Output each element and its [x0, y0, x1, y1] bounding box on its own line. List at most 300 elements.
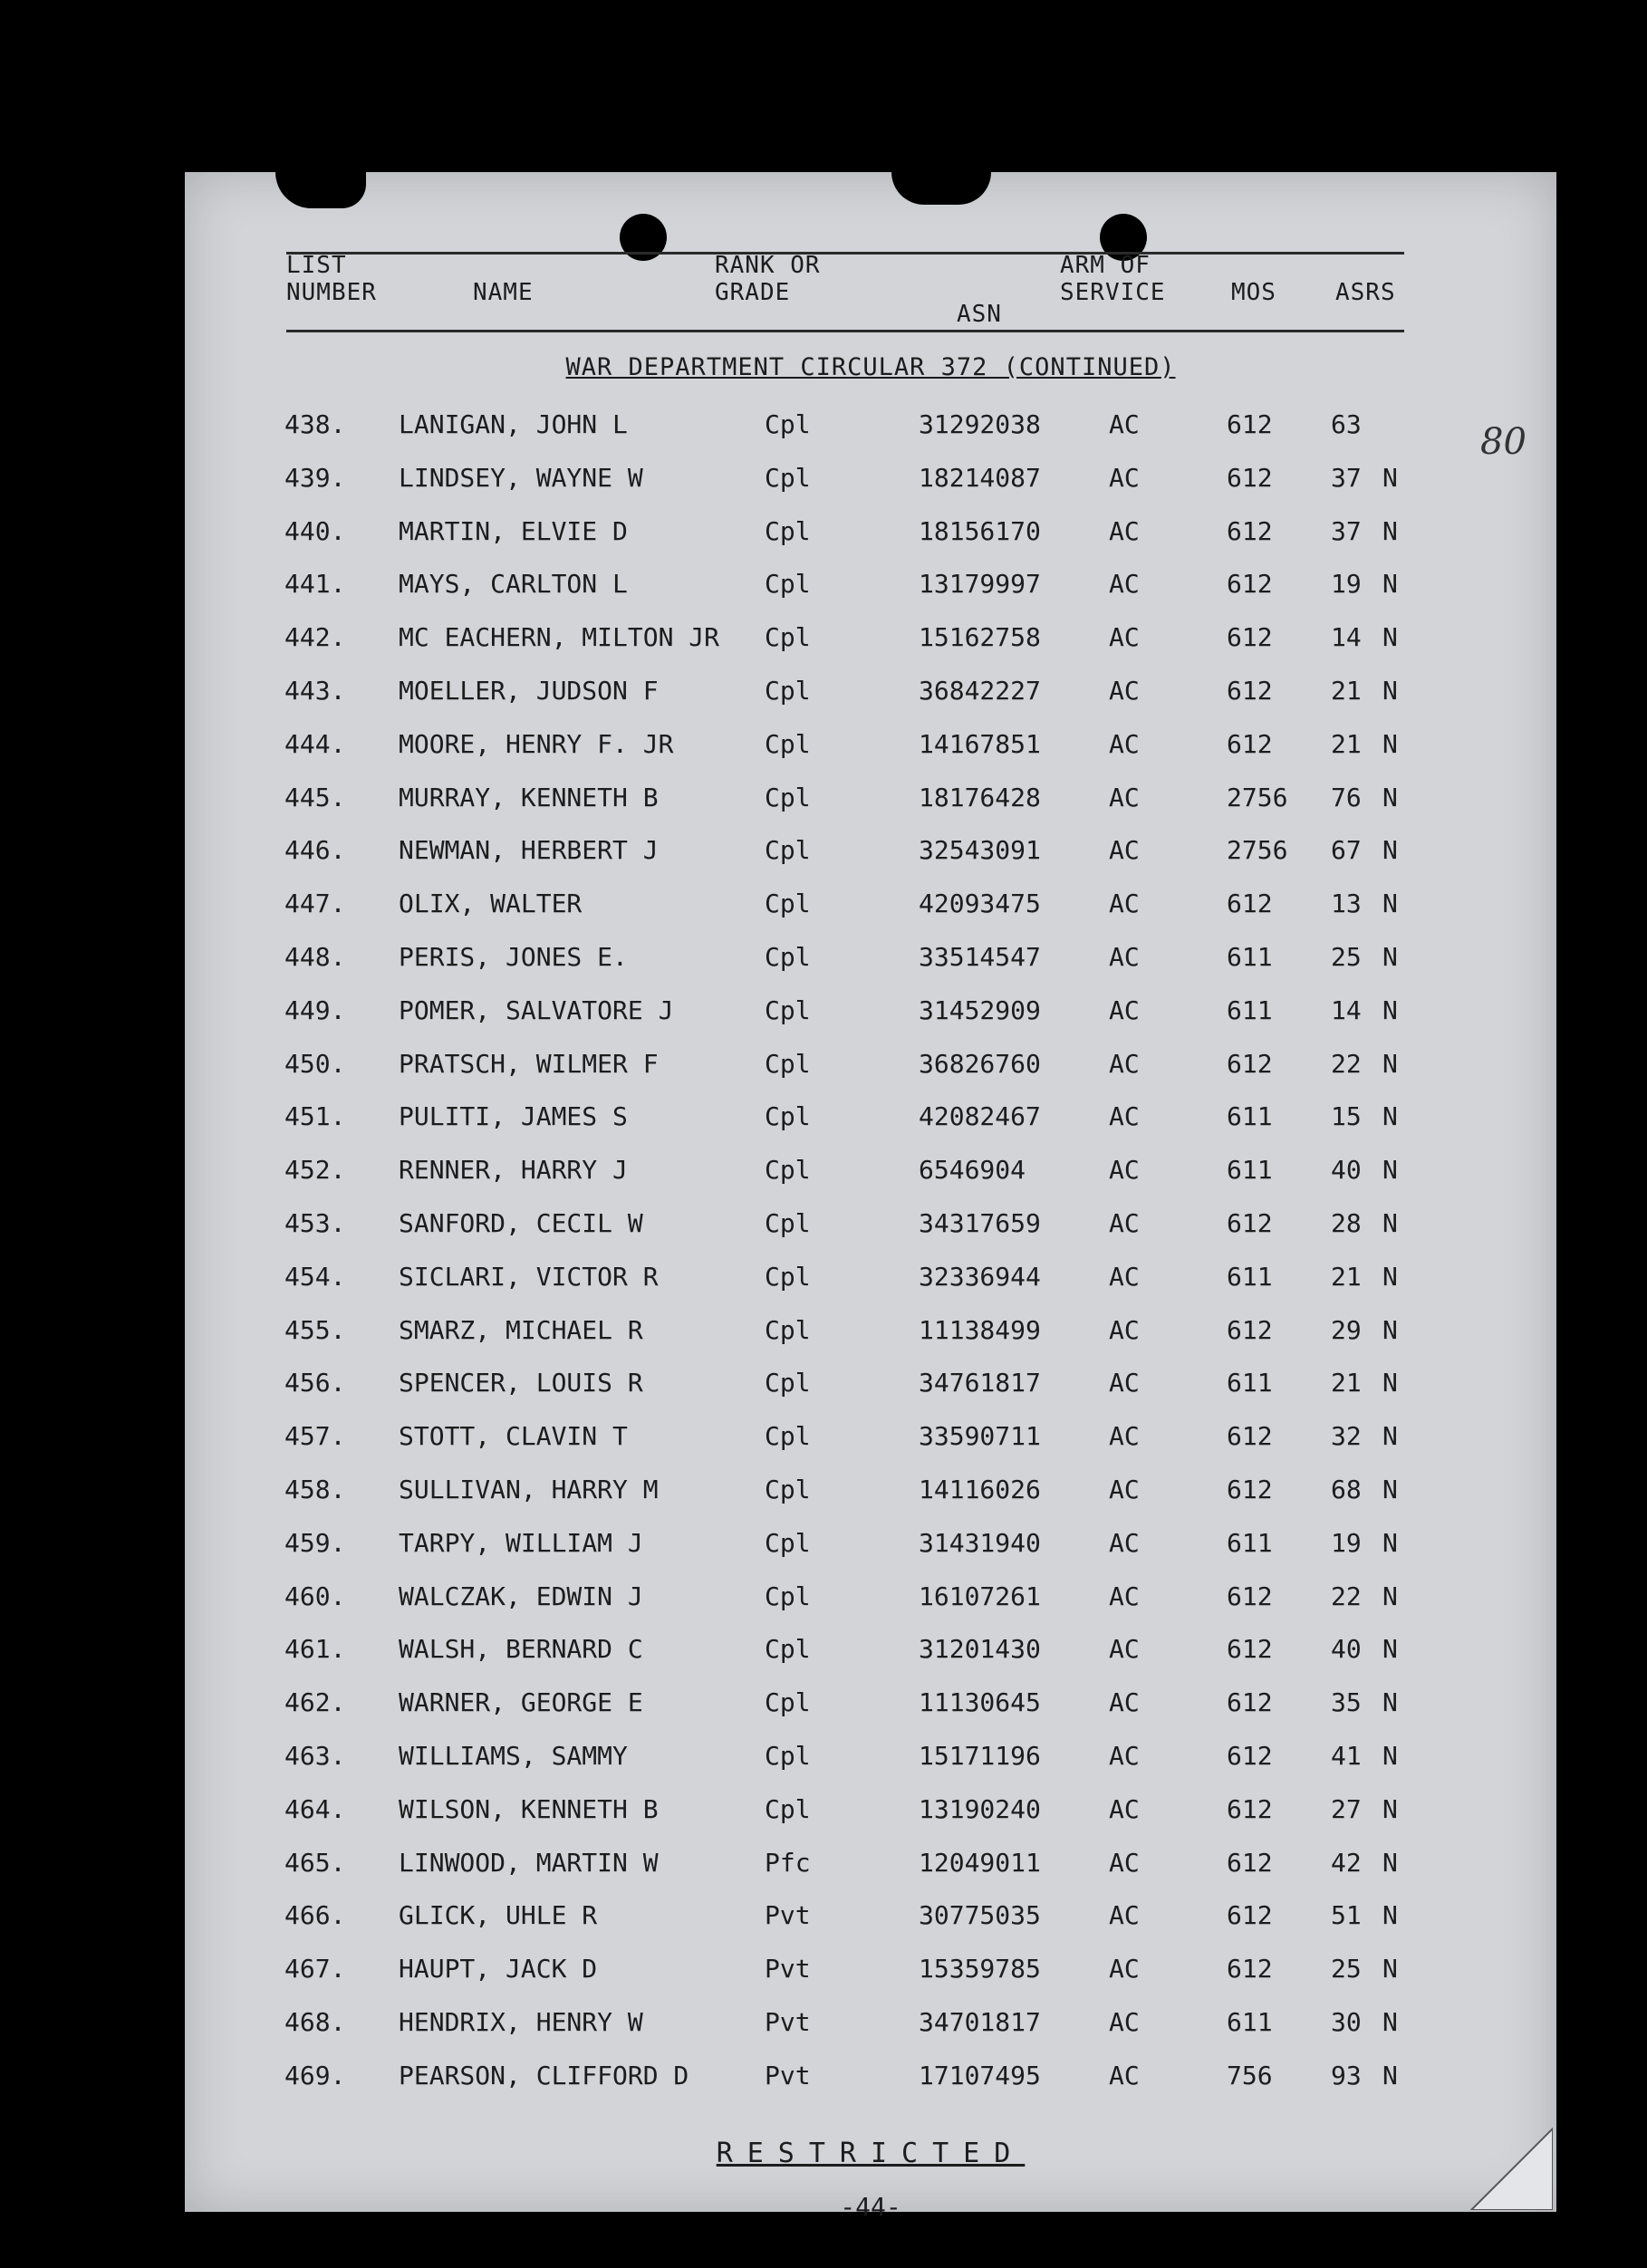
cell-grade: Cpl	[765, 1048, 811, 1079]
cell-asrs: 42	[1331, 1847, 1362, 1878]
cell-grade: Pvt	[765, 2060, 811, 2090]
cell-arm: AC	[1109, 1155, 1140, 1186]
cell-name: OLIX, WALTER	[399, 889, 583, 919]
cell-arm: AC	[1109, 889, 1140, 919]
cell-asn: 33590711	[919, 1421, 1041, 1452]
cell-arm: AC	[1109, 1954, 1140, 1985]
table-row	[185, 1954, 1556, 1990]
cell-num: 463.	[284, 1741, 346, 1771]
cell-num: 457.	[284, 1421, 346, 1452]
cell-name: TARPY, WILLIAM J	[399, 1527, 643, 1558]
cell-flag: N	[1382, 1634, 1398, 1665]
header-rule-top	[286, 252, 1404, 255]
cell-asrs: 14	[1331, 622, 1362, 653]
cell-name: HAUPT, JACK D	[399, 1954, 598, 1985]
cell-name: MURRAY, KENNETH B	[399, 782, 659, 812]
cell-asrs: 67	[1331, 835, 1362, 866]
cell-num: 468.	[284, 2007, 346, 2037]
cell-asn: 6546904	[919, 1155, 1026, 1186]
cell-flag: N	[1382, 676, 1398, 706]
table-row	[185, 1208, 1556, 1245]
cell-asn: 11130645	[919, 1687, 1041, 1718]
cell-grade: Cpl	[765, 1527, 811, 1558]
cell-asrs: 19	[1331, 569, 1362, 600]
col-header-list-number: LIST NUMBER	[286, 252, 377, 306]
cell-mos: 612	[1227, 1421, 1273, 1452]
table-row	[185, 2061, 1556, 2097]
cell-asn: 17107495	[919, 2060, 1041, 2090]
cell-flag: N	[1382, 995, 1398, 1025]
cell-flag: N	[1382, 622, 1398, 653]
cell-asn: 14116026	[919, 1475, 1041, 1504]
table-row	[185, 622, 1556, 658]
cell-arm: AC	[1109, 942, 1140, 972]
cell-name: SANFORD, CECIL W	[399, 1208, 643, 1238]
cell-asrs: 21	[1331, 676, 1362, 706]
cell-flag: N	[1382, 1048, 1398, 1079]
table-row	[185, 676, 1556, 712]
cell-flag: N	[1382, 1475, 1398, 1504]
col-header-asn: ASN	[957, 301, 1002, 328]
cell-arm: AC	[1109, 1208, 1140, 1238]
cell-asn: 42082467	[919, 1101, 1041, 1132]
col-header-asrs: ASRS	[1335, 279, 1396, 306]
cell-grade: Cpl	[765, 1475, 811, 1504]
cell-arm: AC	[1109, 1101, 1140, 1132]
cell-arm: AC	[1109, 676, 1140, 706]
cell-asrs: 51	[1331, 1900, 1362, 1931]
table-row	[185, 1581, 1556, 1618]
cell-asrs: 40	[1331, 1634, 1362, 1665]
cell-mos: 612	[1227, 1900, 1273, 1931]
table-row	[185, 569, 1556, 605]
cell-num: 443.	[284, 676, 346, 706]
cell-asrs: 21	[1331, 728, 1362, 759]
table-row	[185, 1475, 1556, 1511]
cell-asrs: 76	[1331, 782, 1362, 812]
cell-arm: AC	[1109, 782, 1140, 812]
cell-num: 449.	[284, 995, 346, 1025]
cell-arm: AC	[1109, 1261, 1140, 1292]
cell-asn: 34317659	[919, 1208, 1041, 1238]
cell-grade: Cpl	[765, 569, 811, 600]
cell-asrs: 22	[1331, 1581, 1362, 1611]
cell-asn: 42093475	[919, 889, 1041, 919]
cell-mos: 612	[1227, 728, 1273, 759]
cell-flag: N	[1382, 1900, 1398, 1931]
cell-asn: 13179997	[919, 569, 1041, 600]
cell-mos: 612	[1227, 1793, 1273, 1824]
cell-asn: 31431940	[919, 1527, 1041, 1558]
cell-mos: 611	[1227, 1155, 1273, 1186]
cell-mos: 612	[1227, 1634, 1273, 1665]
table-row	[185, 1634, 1556, 1670]
cell-name: MOORE, HENRY F. JR	[399, 728, 674, 759]
table-row	[185, 516, 1556, 553]
table-row	[185, 1101, 1556, 1138]
cell-mos: 612	[1227, 1475, 1273, 1504]
cell-mos: 612	[1227, 622, 1273, 653]
cell-grade: Cpl	[765, 462, 811, 493]
cell-grade: Cpl	[765, 1687, 811, 1718]
cell-grade: Cpl	[765, 515, 811, 546]
cell-flag: N	[1382, 782, 1398, 812]
cell-grade: Cpl	[765, 782, 811, 812]
cell-arm: AC	[1109, 1900, 1140, 1931]
cell-flag: N	[1382, 2060, 1398, 2090]
cell-asn: 31452909	[919, 995, 1041, 1025]
cell-num: 452.	[284, 1155, 346, 1186]
cell-arm: AC	[1109, 1634, 1140, 1665]
table-row	[185, 1900, 1556, 1936]
cell-flag: N	[1382, 1368, 1398, 1398]
table-row	[185, 995, 1556, 1032]
cell-num: 464.	[284, 1793, 346, 1824]
table-row	[185, 1421, 1556, 1457]
cell-grade: Cpl	[765, 1634, 811, 1665]
cell-flag: N	[1382, 942, 1398, 972]
cell-num: 458.	[284, 1475, 346, 1504]
cell-num: 450.	[284, 1048, 346, 1079]
cell-name: WALSH, BERNARD C	[399, 1634, 643, 1665]
cell-mos: 611	[1227, 1368, 1273, 1398]
cell-arm: AC	[1109, 2060, 1140, 2090]
table-row	[185, 835, 1556, 871]
cell-name: WARNER, GEORGE E	[399, 1687, 643, 1718]
cell-flag: N	[1382, 1847, 1398, 1878]
table-row	[185, 1741, 1556, 1777]
cell-flag: N	[1382, 1421, 1398, 1452]
cell-num: 461.	[284, 1634, 346, 1665]
cell-grade: Cpl	[765, 1368, 811, 1398]
cell-asn: 30775035	[919, 1900, 1041, 1931]
cell-mos: 611	[1227, 942, 1273, 972]
cell-name: MOELLER, JUDSON F	[399, 676, 659, 706]
cell-num: 447.	[284, 889, 346, 919]
cell-num: 451.	[284, 1101, 346, 1132]
cell-name: WILSON, KENNETH B	[399, 1793, 659, 1824]
table-row	[185, 2007, 1556, 2043]
cell-name: SULLIVAN, HARRY M	[399, 1475, 659, 1504]
cell-name: WALCZAK, EDWIN J	[399, 1581, 643, 1611]
cell-flag: N	[1382, 1261, 1398, 1292]
cell-grade: Pvt	[765, 2007, 811, 2037]
cell-mos: 612	[1227, 409, 1273, 439]
cell-grade: Pvt	[765, 1954, 811, 1985]
cell-grade: Cpl	[765, 1261, 811, 1292]
cell-num: 441.	[284, 569, 346, 600]
cell-name: MARTIN, ELVIE D	[399, 515, 628, 546]
cell-asrs: 27	[1331, 1793, 1362, 1824]
classification-footer: RESTRICTED	[716, 2138, 1026, 2169]
cell-arm: AC	[1109, 1687, 1140, 1718]
circular-subtitle: WAR DEPARTMENT CIRCULAR 372 (CONTINUED)	[565, 353, 1176, 381]
table-row	[185, 729, 1556, 765]
cell-grade: Cpl	[765, 1208, 811, 1238]
cell-asrs: 21	[1331, 1368, 1362, 1398]
cell-arm: AC	[1109, 1527, 1140, 1558]
cell-grade: Cpl	[765, 1581, 811, 1611]
cell-name: PULITI, JAMES S	[399, 1101, 628, 1132]
cell-arm: AC	[1109, 1314, 1140, 1345]
cell-arm: AC	[1109, 1048, 1140, 1079]
cell-name: LINWOOD, MARTIN W	[399, 1847, 659, 1878]
cell-grade: Cpl	[765, 889, 811, 919]
cell-arm: AC	[1109, 1793, 1140, 1824]
cell-num: 456.	[284, 1368, 346, 1398]
cell-grade: Cpl	[765, 622, 811, 653]
cell-mos: 612	[1227, 889, 1273, 919]
cell-mos: 2756	[1227, 835, 1288, 866]
cell-flag: N	[1382, 1314, 1398, 1345]
cell-grade: Cpl	[765, 728, 811, 759]
cell-num: 444.	[284, 728, 346, 759]
cell-num: 439.	[284, 462, 346, 493]
cell-name: PEARSON, CLIFFORD D	[399, 2060, 689, 2090]
cell-mos: 756	[1227, 2060, 1273, 2090]
cell-asrs: 14	[1331, 995, 1362, 1025]
cell-mos: 2756	[1227, 782, 1288, 812]
cell-flag: N	[1382, 1793, 1398, 1824]
cell-mos: 612	[1227, 569, 1273, 600]
cell-asrs: 19	[1331, 1527, 1362, 1558]
cell-arm: AC	[1109, 1847, 1140, 1878]
cell-flag: N	[1382, 569, 1398, 600]
table-row	[185, 1528, 1556, 1564]
cell-num: 460.	[284, 1581, 346, 1611]
cell-arm: AC	[1109, 1475, 1140, 1504]
cell-asn: 34701817	[919, 2007, 1041, 2037]
cell-arm: AC	[1109, 1421, 1140, 1452]
col-header-mos: MOS	[1231, 279, 1276, 306]
cell-grade: Cpl	[765, 1741, 811, 1771]
table-row	[185, 1315, 1556, 1351]
cell-arm: AC	[1109, 515, 1140, 546]
cell-arm: AC	[1109, 1368, 1140, 1398]
cell-flag: N	[1382, 1208, 1398, 1238]
cell-num: 469.	[284, 2060, 346, 2090]
cell-arm: AC	[1109, 409, 1140, 439]
cell-asn: 32543091	[919, 835, 1041, 866]
cell-asn: 12049011	[919, 1847, 1041, 1878]
cell-asrs: 35	[1331, 1687, 1362, 1718]
cell-grade: Cpl	[765, 1101, 811, 1132]
cell-asrs: 93	[1331, 2060, 1362, 2090]
cell-flag: N	[1382, 462, 1398, 493]
cell-asrs: 68	[1331, 1475, 1362, 1504]
cell-flag: N	[1382, 1527, 1398, 1558]
cell-arm: AC	[1109, 1741, 1140, 1771]
cell-grade: Pvt	[765, 1900, 811, 1931]
document-page	[185, 172, 1556, 2222]
handwritten-margin-note: 80	[1480, 421, 1527, 463]
cell-grade: Cpl	[765, 1314, 811, 1345]
cell-arm: AC	[1109, 622, 1140, 653]
table-row	[185, 1049, 1556, 1085]
cell-mos: 611	[1227, 1527, 1273, 1558]
cell-mos: 612	[1227, 1581, 1273, 1611]
cell-name: LINDSEY, WAYNE W	[399, 462, 643, 493]
cell-asrs: 37	[1331, 462, 1362, 493]
cell-name: SICLARI, VICTOR R	[399, 1261, 659, 1292]
cell-flag: N	[1382, 835, 1398, 866]
table-row	[185, 889, 1556, 925]
cell-grade: Cpl	[765, 1155, 811, 1186]
cell-name: HENDRIX, HENRY W	[399, 2007, 643, 2037]
cell-num: 440.	[284, 515, 346, 546]
cell-mos: 612	[1227, 676, 1273, 706]
cell-asn: 18156170	[919, 515, 1041, 546]
cell-flag: N	[1382, 728, 1398, 759]
table-row	[185, 783, 1556, 819]
cell-mos: 611	[1227, 995, 1273, 1025]
table-row	[185, 1687, 1556, 1724]
cell-asn: 36842227	[919, 676, 1041, 706]
cell-asn: 31201430	[919, 1634, 1041, 1665]
cell-mos: 612	[1227, 462, 1273, 493]
cell-name: LANIGAN, JOHN L	[399, 409, 628, 439]
cell-mos: 612	[1227, 515, 1273, 546]
table-row	[185, 463, 1556, 499]
cell-num: 467.	[284, 1954, 346, 1985]
table-row	[185, 1262, 1556, 1298]
cell-arm: AC	[1109, 2007, 1140, 2037]
cell-num: 466.	[284, 1900, 346, 1931]
cell-mos: 612	[1227, 1741, 1273, 1771]
table-row	[185, 942, 1556, 978]
cell-arm: AC	[1109, 835, 1140, 866]
cell-mos: 611	[1227, 1101, 1273, 1132]
cell-flag: N	[1382, 1954, 1398, 1985]
cell-asrs: 22	[1331, 1048, 1362, 1079]
cell-arm: AC	[1109, 995, 1140, 1025]
cell-arm: AC	[1109, 1581, 1140, 1611]
cell-name: MAYS, CARLTON L	[399, 569, 628, 600]
cell-name: MC EACHERN, MILTON JR	[399, 622, 720, 653]
cell-asn: 11138499	[919, 1314, 1041, 1345]
cell-name: WILLIAMS, SAMMY	[399, 1741, 628, 1771]
cell-num: 454.	[284, 1261, 346, 1292]
cell-asrs: 40	[1331, 1155, 1362, 1186]
cell-mos: 611	[1227, 2007, 1273, 2037]
cell-grade: Cpl	[765, 1421, 811, 1452]
torn-edge	[275, 172, 366, 208]
cell-asrs: 28	[1331, 1208, 1362, 1238]
cell-name: PRATSCH, WILMER F	[399, 1048, 659, 1079]
cell-grade: Cpl	[765, 676, 811, 706]
cell-asn: 16107261	[919, 1581, 1041, 1611]
table-row	[185, 409, 1556, 446]
cell-num: 442.	[284, 622, 346, 653]
cell-flag: N	[1382, 515, 1398, 546]
cell-asrs: 25	[1331, 1954, 1362, 1985]
cell-asrs: 63	[1331, 409, 1362, 439]
cell-flag: N	[1382, 1581, 1398, 1611]
cell-mos: 612	[1227, 1314, 1273, 1345]
cell-name: RENNER, HARRY J	[399, 1155, 628, 1186]
cell-name: SMARZ, MICHAEL R	[399, 1314, 643, 1345]
cell-mos: 611	[1227, 1261, 1273, 1292]
table-row	[185, 1848, 1556, 1884]
cell-mos: 612	[1227, 1687, 1273, 1718]
cell-grade: Cpl	[765, 409, 811, 439]
cell-num: 459.	[284, 1527, 346, 1558]
cell-asrs: 41	[1331, 1741, 1362, 1771]
cell-asrs: 29	[1331, 1314, 1362, 1345]
cell-name: STOTT, CLAVIN T	[399, 1421, 628, 1452]
header-rule-bottom	[286, 330, 1404, 332]
cell-flag: N	[1382, 1101, 1398, 1132]
cell-mos: 612	[1227, 1048, 1273, 1079]
folded-corner	[1453, 2110, 1553, 2210]
cell-flag: N	[1382, 889, 1398, 919]
cell-mos: 612	[1227, 1954, 1273, 1985]
page-number: -44-	[840, 2192, 901, 2222]
cell-grade: Pfc	[765, 1847, 811, 1878]
cell-asn: 15359785	[919, 1954, 1041, 1985]
cell-asn: 15162758	[919, 622, 1041, 653]
cell-num: 453.	[284, 1208, 346, 1238]
cell-asn: 18176428	[919, 782, 1041, 812]
cell-flag: N	[1382, 1687, 1398, 1718]
col-header-name: NAME	[473, 279, 534, 306]
cell-asn: 33514547	[919, 942, 1041, 972]
cell-mos: 612	[1227, 1208, 1273, 1238]
cell-asn: 14167851	[919, 728, 1041, 759]
cell-num: 445.	[284, 782, 346, 812]
cell-asrs: 13	[1331, 889, 1362, 919]
cell-grade: Cpl	[765, 1793, 811, 1824]
cell-asrs: 21	[1331, 1261, 1362, 1292]
cell-name: GLICK, UHLE R	[399, 1900, 598, 1931]
cell-grade: Cpl	[765, 835, 811, 866]
cell-asrs: 37	[1331, 515, 1362, 546]
cell-num: 462.	[284, 1687, 346, 1718]
cell-num: 455.	[284, 1314, 346, 1345]
cell-asrs: 30	[1331, 2007, 1362, 2037]
cell-arm: AC	[1109, 462, 1140, 493]
cell-flag: N	[1382, 1741, 1398, 1771]
cell-asn: 15171196	[919, 1741, 1041, 1771]
cell-flag: N	[1382, 1155, 1398, 1186]
cell-asn: 31292038	[919, 409, 1041, 439]
cell-name: NEWMAN, HERBERT J	[399, 835, 659, 866]
cell-asn: 34761817	[919, 1368, 1041, 1398]
cell-name: PERIS, JONES E.	[399, 942, 628, 972]
table-row	[185, 1368, 1556, 1404]
cell-asn: 32336944	[919, 1261, 1041, 1292]
table-row	[185, 1794, 1556, 1831]
cell-asrs: 15	[1331, 1101, 1362, 1132]
col-header-arm: ARM OF SERVICE	[1060, 252, 1166, 306]
cell-num: 448.	[284, 942, 346, 972]
col-header-rank: RANK OR GRADE	[715, 252, 821, 306]
cell-flag: N	[1382, 2007, 1398, 2037]
cell-asrs: 25	[1331, 942, 1362, 972]
cell-arm: AC	[1109, 569, 1140, 600]
cell-asrs: 32	[1331, 1421, 1362, 1452]
cell-arm: AC	[1109, 728, 1140, 759]
cell-asn: 36826760	[919, 1048, 1041, 1079]
cell-num: 465.	[284, 1847, 346, 1878]
cell-grade: Cpl	[765, 942, 811, 972]
cell-asn: 13190240	[919, 1793, 1041, 1824]
cell-grade: Cpl	[765, 995, 811, 1025]
cell-num: 438.	[284, 409, 346, 439]
torn-edge	[891, 172, 991, 205]
cell-asn: 18214087	[919, 462, 1041, 493]
cell-mos: 612	[1227, 1847, 1273, 1878]
